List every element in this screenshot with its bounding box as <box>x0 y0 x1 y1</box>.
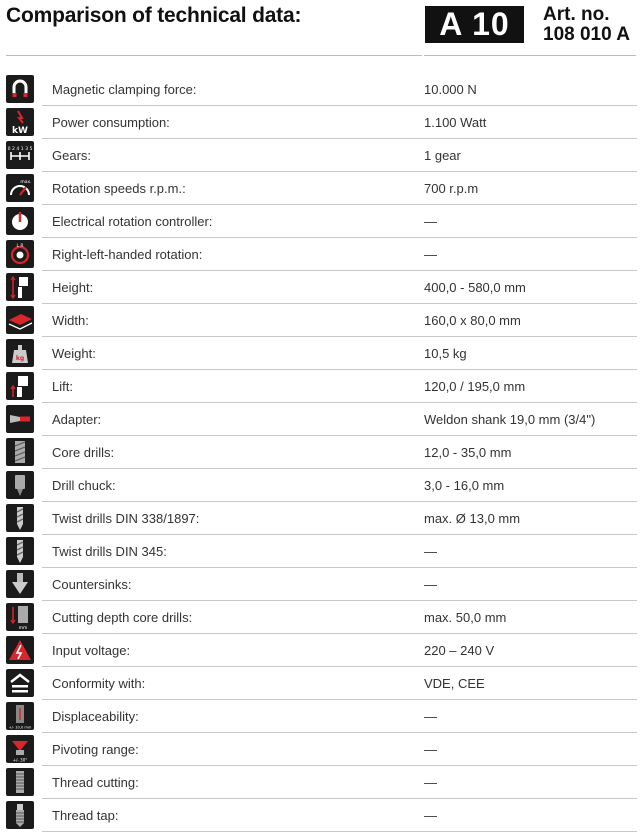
left-right-rotation-icon <box>6 240 34 268</box>
spec-label: Electrical rotation controller: <box>52 214 213 229</box>
spec-row <box>0 502 643 535</box>
spec-value: VDE, CEE <box>424 676 485 691</box>
power-kw-text: kW <box>12 126 28 136</box>
gear-shift-icon <box>6 141 34 169</box>
spec-row <box>0 403 643 436</box>
spec-value: — <box>424 214 437 229</box>
width-icon <box>6 306 34 334</box>
power-kw-icon <box>6 108 34 136</box>
countersink-icon <box>6 570 34 598</box>
spec-row <box>0 370 643 403</box>
spec-row <box>0 535 643 568</box>
spec-value: 220 – 240 V <box>424 643 495 658</box>
spec-label: Thread cutting: <box>52 775 139 790</box>
spec-label: Twist drills DIN 338/1897: <box>52 511 200 526</box>
spec-value: Weldon shank 19,0 mm (3/4") <box>424 412 596 427</box>
spec-label: Adapter: <box>52 412 102 427</box>
spec-value: max. 50,0 mm <box>424 610 507 625</box>
spec-row <box>0 469 643 502</box>
spec-row <box>0 337 643 370</box>
spec-row <box>0 634 643 667</box>
spec-value: 3,0 - 16,0 mm <box>424 478 505 493</box>
drill-chuck-icon <box>6 471 34 499</box>
spec-row <box>0 271 643 304</box>
spec-label: Thread tap: <box>52 808 119 823</box>
spec-row <box>0 304 643 337</box>
spec-row <box>0 568 643 601</box>
article-number <box>543 5 630 45</box>
spec-label: Rotation speeds r.p.m.: <box>52 181 186 196</box>
twist-drill-338-icon <box>6 504 34 532</box>
spec-value: 10.000 N <box>424 82 477 97</box>
spec-row <box>0 667 643 700</box>
high-voltage-icon <box>6 636 34 664</box>
header <box>0 0 643 56</box>
spec-value: — <box>424 808 437 823</box>
spec-label: Twist drills DIN 345: <box>52 544 167 559</box>
spec-row <box>0 238 643 271</box>
spec-table <box>0 73 643 832</box>
article-number-label: Art. no. <box>543 4 610 25</box>
model-badge: A 10 <box>425 6 524 43</box>
pivoting-text: +/- 30° <box>12 757 28 763</box>
spec-label: Width: <box>52 313 89 328</box>
spec-label: Pivoting range: <box>52 742 139 757</box>
header-divider-right <box>424 55 636 56</box>
spec-row <box>0 73 643 106</box>
page-title: Comparison of technical data: <box>6 4 302 27</box>
magnet-icon <box>6 75 34 103</box>
spec-value: 400,0 - 580,0 mm <box>424 280 526 295</box>
spec-value: 700 r.p.m <box>424 181 479 196</box>
spec-row <box>0 799 643 832</box>
article-number-value: 108 010 A <box>543 24 630 45</box>
spec-row <box>0 700 643 733</box>
spec-label: Gears: <box>52 148 92 163</box>
spec-label: Cutting depth core drills: <box>52 610 193 625</box>
spec-value: 1.100 Watt <box>424 115 487 130</box>
spec-row <box>0 601 643 634</box>
spec-value: max. Ø 13,0 mm <box>424 511 521 526</box>
spec-label: Height: <box>52 280 94 295</box>
spec-row <box>0 205 643 238</box>
spec-value: 10,5 kg <box>424 346 467 361</box>
core-drill-icon <box>6 438 34 466</box>
lift-icon <box>6 372 34 400</box>
spec-row <box>0 139 643 172</box>
rotation-controller-icon <box>6 207 34 235</box>
spec-value: 1 gear <box>424 148 461 163</box>
spec-label: Power consumption: <box>52 115 170 130</box>
header-divider-left <box>6 55 422 56</box>
displaceability-icon <box>6 702 34 730</box>
spec-label: Core drills: <box>52 445 115 460</box>
spec-row <box>0 172 643 205</box>
conformity-icon <box>6 669 34 697</box>
weight-text: kg <box>15 355 25 362</box>
adapter-icon <box>6 405 34 433</box>
spec-value: — <box>424 247 437 262</box>
thread-tap-icon <box>6 801 34 829</box>
spec-row <box>0 766 643 799</box>
spec-value: — <box>424 709 437 724</box>
spec-row <box>0 436 643 469</box>
cutting-depth-icon <box>6 603 34 631</box>
height-icon <box>6 273 34 301</box>
spec-row <box>0 106 643 139</box>
spec-value: 160,0 x 80,0 mm <box>424 313 521 328</box>
spec-label: Input voltage: <box>52 643 131 658</box>
spec-value: — <box>424 577 437 592</box>
pivoting-icon <box>6 735 34 763</box>
spec-label: Displaceability: <box>52 709 139 724</box>
spec-value: — <box>424 742 437 757</box>
displaceability-text: +/- 10,0 mm <box>8 725 32 730</box>
spec-label: Drill chuck: <box>52 478 116 493</box>
speedometer-icon <box>6 174 34 202</box>
spec-row <box>0 733 643 766</box>
thread-cutting-icon <box>6 768 34 796</box>
spec-value: 120,0 / 195,0 mm <box>424 379 526 394</box>
spec-label: Weight: <box>52 346 96 361</box>
spec-value: 12,0 - 35,0 mm <box>424 445 512 460</box>
left-right-rotation-text: L R <box>16 244 24 249</box>
speedometer-text: max. <box>20 180 32 185</box>
weight-icon <box>6 339 34 367</box>
spec-label: Countersinks: <box>52 577 132 592</box>
gear-shift-text: 0 2 4 1 3 5 <box>7 147 33 152</box>
cutting-depth-text: mm <box>18 626 28 631</box>
twist-drill-345-icon <box>6 537 34 565</box>
spec-label: Right-left-handed rotation: <box>52 247 203 262</box>
spec-label: Conformity with: <box>52 676 146 691</box>
spec-value: — <box>424 544 437 559</box>
spec-label: Magnetic clamping force: <box>52 82 197 97</box>
spec-label: Lift: <box>52 379 73 394</box>
spec-value: — <box>424 775 437 790</box>
